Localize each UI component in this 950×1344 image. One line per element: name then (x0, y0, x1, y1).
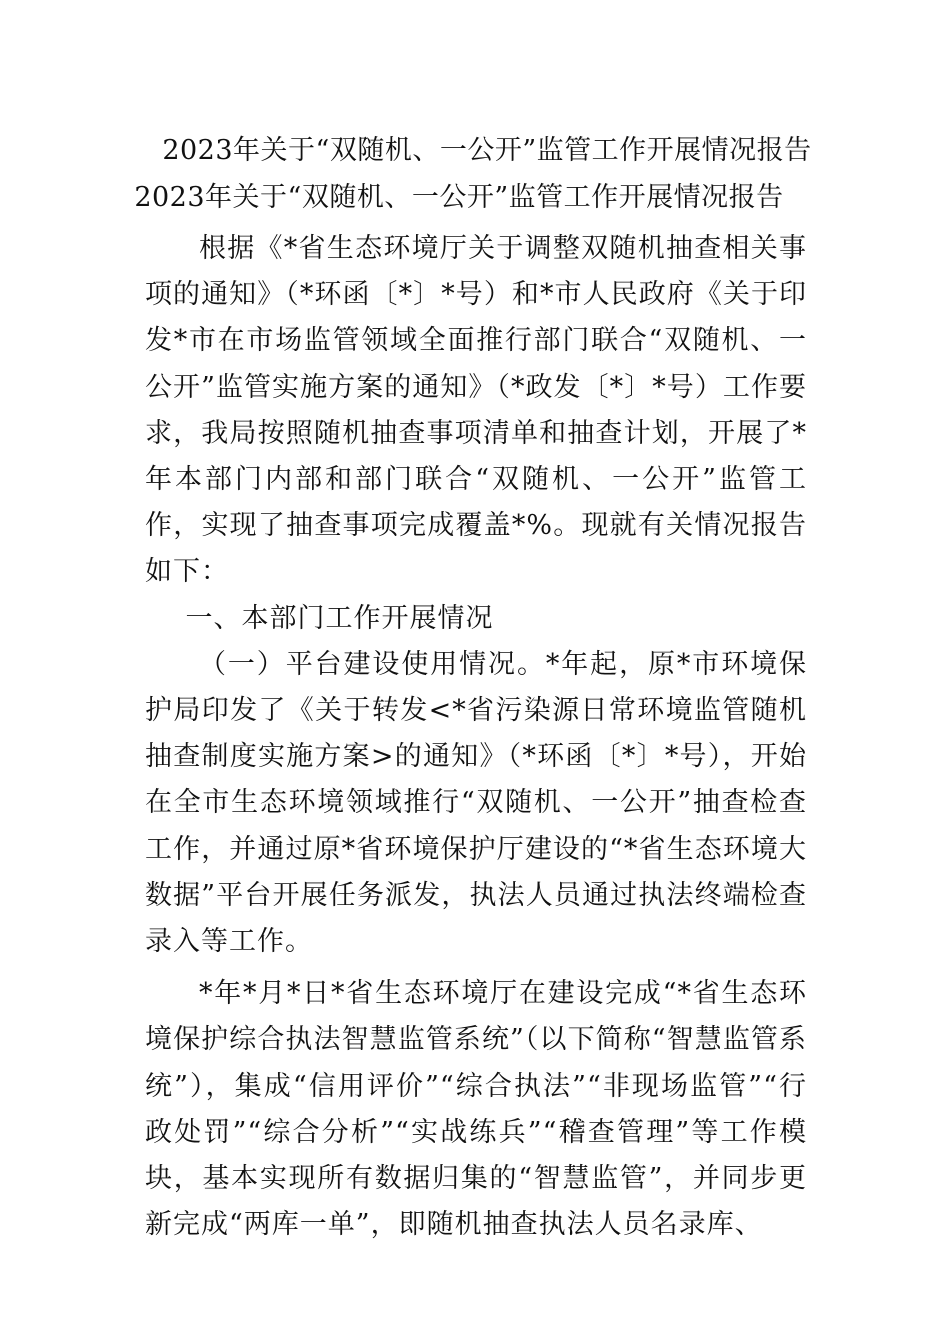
platform-paragraph: （一）平台建设使用情况。*年起，原*市环境保护局印发了《关于转发<*省污染源日常环境监管随机抽查制度实施方案>的通知》（*环函〔*〕*号），开始在全市生态环境领域推行“双随机、一公开”抽查检查工作，并通过原*省环境保护厅建设的“*省生态环境大数据”平台开展任务派发，执法人员通过执法终端检查录入等工作。 (145, 648, 807, 958)
smart-supervision-paragraph: *年*月*日*省生态环境厅在建设完成“*省生态环境保护综合执法智慧监管系统”（以下简称“智慧监管系统”），集成“信用评价”“综合执法”“非现场监管”“行政处罚”“综合分析”“实战练兵”“稽查管理”等工作模块，基本实现所有数据归集的“智慧监管”，并同步更新完成“两库一单”，即随机抽查执法人员名录库、 (145, 978, 807, 1241)
document-body (145, 226, 807, 1248)
section-heading: 一、本部门工作开展情况 (185, 602, 494, 634)
document-title: 2023年关于“双随机、一公开”监管工作开展情况报告 (162, 135, 812, 166)
document-title-repeat: 2023年关于“双随机、一公开”监管工作开展情况报告 (134, 182, 784, 213)
intro-paragraph: 根据《*省生态环境厅关于调整双随机抽查相关事项的通知》（*环函〔*〕*号）和*市人民政府《关于印发*市在市场监管领域全面推行部门联合“双随机、一公开”监管实施方案的通知》（*政发〔*〕*号）工作要求，我局按照随机抽查事项清单和抽查计划，开展了*年本部门内部和部门联合“双随机、一公开”监管工作，实现了抽查事项完成覆盖*%。现就有关情况报告如下： (145, 233, 807, 588)
